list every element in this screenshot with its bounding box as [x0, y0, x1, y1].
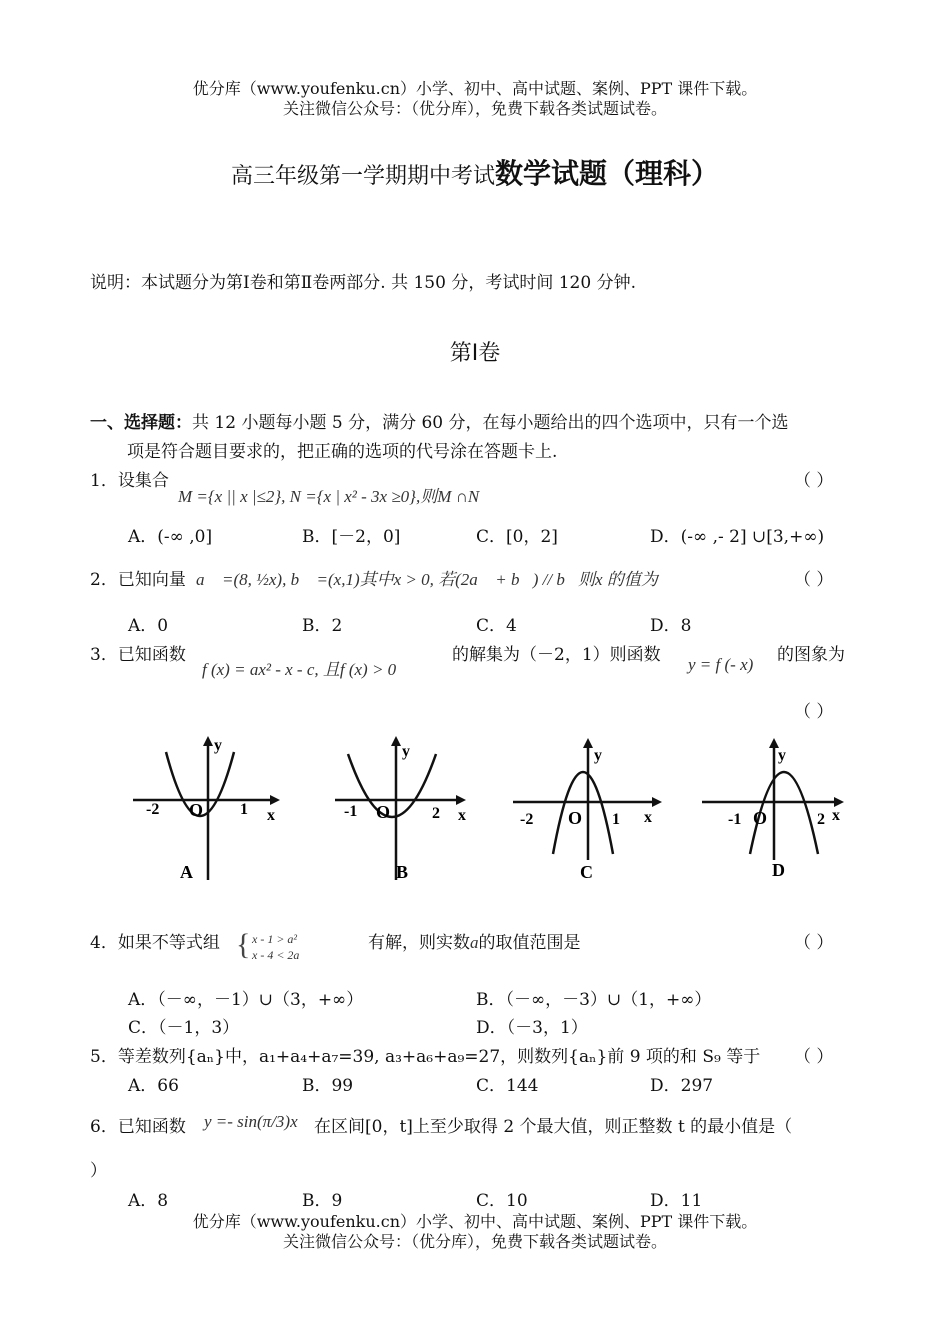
x-label: x [267, 807, 275, 824]
q4-text-b: 的取值范围是 [478, 933, 581, 953]
part1-label: 一、选择题： [90, 413, 192, 433]
y-label: y [214, 737, 222, 754]
part1-line-2: 项是符合题目要求的，把正确的选项的代号涂在答题卡上. [127, 442, 558, 462]
q3-answer-paren: （ ） [794, 702, 834, 722]
question-6 [90, 1112, 186, 1137]
tick-label: 1 [612, 811, 620, 828]
q3-text-3: 的图象为 [777, 645, 845, 665]
q6-option-d: D．11 [650, 1191, 703, 1211]
q4-answer-paren: （ ） [794, 933, 834, 953]
q2-option-c: C．4 [476, 616, 517, 636]
y-arrow [583, 738, 593, 748]
origin-label: O [753, 808, 768, 828]
q4-math-line-1: x - 1 > a² [252, 932, 298, 946]
q4-option-d: D．（－3，1） [476, 1018, 588, 1038]
y-arrow [391, 736, 401, 746]
part1-line-1 [90, 408, 789, 433]
graph-label: C [580, 862, 593, 882]
y-arrow [203, 736, 213, 746]
page-title [0, 152, 950, 192]
tick-label: -2 [146, 801, 160, 818]
q4-option-b: B．（－∞，－3）∪（1，+∞） [476, 990, 712, 1010]
origin-label: O [568, 808, 583, 828]
q3-math-2: y = f (- x) [688, 655, 754, 674]
parabola-curve [348, 754, 436, 817]
q6-num: 6． [90, 1117, 118, 1137]
q5-text: 等差数列{aₙ}中，a₁+a₄+a₇=39, a₃+a₆+a₉=27，则数列{aₙ}前 9 项的和 S₉ 等于 [117, 1047, 761, 1067]
parabola-curve [553, 772, 613, 854]
q6-text: 已知函数 [117, 1117, 186, 1137]
q1-option-c: C．[0，2] [476, 527, 558, 547]
q1-num: 1． [90, 471, 118, 491]
x-label: x [644, 809, 652, 826]
q3-text: 已知函数 [117, 645, 186, 665]
header-line-1: 优分库（www.youfenku.cn）小学、初中、高中试题、案例、PPT 课件下载。 [192, 79, 758, 98]
footer-line-1: 优分库（www.youfenku.cn）小学、初中、高中试题、案例、PPT 课件下载。 [192, 1212, 758, 1231]
tick-label: -1 [728, 811, 742, 828]
x-arrow [456, 795, 466, 805]
footer-line-2: 关注微信公众号：（优分库），免费下载各类试题试卷。 [282, 1232, 667, 1251]
q1-option-a: A．(-∞ ,0] [128, 527, 213, 547]
graph-label: B [396, 862, 409, 882]
x-label: x [832, 807, 840, 824]
q4-option-a: A．（－∞，－1）∪（3，+∞） [128, 990, 364, 1010]
tick-label: -2 [520, 811, 534, 828]
q2-text: 已知向量 [117, 570, 186, 590]
x-arrow [834, 797, 844, 807]
q4-option-c: C．（－1，3） [128, 1018, 240, 1038]
q3-math: f (x) = ax² - x - c, 且f (x) > 0 [202, 660, 397, 679]
q6-math: y =- sin(π/3)x [204, 1112, 298, 1131]
graph-label: D [772, 860, 785, 880]
q1-option-b: B．[－2，0] [302, 527, 401, 547]
origin-label: O [189, 800, 204, 820]
q4-var: a [470, 933, 479, 952]
q6-option-a: A．8 [128, 1191, 169, 1211]
title-plain: 高三年级第一学期期中考试 [230, 164, 495, 189]
question-3 [90, 640, 186, 665]
q3-num: 3． [90, 645, 118, 665]
q5-num: 5． [90, 1047, 118, 1067]
question-4 [90, 928, 220, 953]
y-label: y [778, 747, 786, 764]
q5-option-b: B．99 [302, 1076, 354, 1096]
q2-math: a⃗ =(8, ½x), b⃗ =(x,1)其中x > 0, 若(2a⃗ + b⃗) // b⃗则x 的值为 [196, 570, 658, 589]
q4-math-line-2: x - 4 < 2a [252, 948, 300, 962]
q2-num: 2． [90, 570, 118, 590]
section-heading: 第Ⅰ卷 [449, 341, 501, 366]
q2-answer-paren: （ ） [794, 570, 834, 590]
q5-option-a: A．66 [128, 1076, 179, 1096]
q1-text: 设集合 [117, 471, 169, 491]
q1-option-d: D．(-∞ ,- 2] ∪[3,+∞) [650, 527, 825, 547]
x-arrow [270, 795, 280, 805]
q4-text-a: 有解，则实数 [368, 933, 470, 953]
q5-option-d: D．297 [650, 1076, 714, 1096]
q6-text-3: ） [90, 1161, 107, 1181]
q5-option-c: C．144 [476, 1076, 539, 1096]
question-2 [90, 565, 186, 590]
tick-label: -1 [344, 803, 358, 820]
q1-answer-paren: （ ） [794, 471, 834, 491]
q6-option-b: B．9 [302, 1191, 343, 1211]
q5-answer-paren: （ ） [794, 1047, 834, 1067]
tick-label: 2 [817, 811, 825, 828]
tick-label: 1 [240, 801, 248, 818]
q4-text-2 [368, 928, 581, 953]
x-arrow [652, 797, 662, 807]
q3-graph-c [508, 730, 668, 885]
q6-text-2: 在区间[0，t]上至少取得 2 个最大值，则正整数 t 的最小值是（ [314, 1117, 793, 1137]
q1-math: M ={x || x |≤2}, N ={x | x² - 3x ≥0},则M ∩N [178, 487, 480, 506]
q2-option-a: A．0 [128, 616, 169, 636]
q2-option-b: B．2 [302, 616, 343, 636]
q3-graph-a [128, 730, 288, 885]
title-bold: 数学试题（理科） [495, 157, 720, 190]
question-5 [90, 1042, 760, 1067]
q3-graph-d [698, 730, 858, 885]
q4-text: 如果不等式组 [117, 933, 220, 953]
q3-text-2: 的解集为（－2，1）则函数 [452, 645, 661, 665]
q2-option-d: D．8 [650, 616, 692, 636]
part1-text-1: 共 12 小题每小题 5 分，满分 60 分，在每小题给出的四个选项中，只有一个选 [192, 413, 789, 433]
header-line-2: 关注微信公众号：（优分库），免费下载各类试题试卷。 [282, 99, 667, 118]
exam-note: 说明：本试题分为第Ⅰ卷和第Ⅱ卷两部分. 共 150 分，考试时间 120 分钟. [90, 273, 636, 293]
y-label: y [594, 747, 602, 764]
q6-option-c: C．10 [476, 1191, 528, 1211]
q3-graph-b [330, 730, 490, 885]
brace-glyph: { [236, 928, 251, 961]
y-label: y [402, 743, 410, 760]
x-label: x [458, 807, 466, 824]
q4-inequality-system [236, 928, 366, 964]
q4-num: 4． [90, 933, 118, 953]
tick-label: 2 [432, 805, 440, 822]
origin-label: O [376, 802, 391, 822]
graph-label: A [180, 862, 193, 882]
question-1 [90, 466, 169, 491]
